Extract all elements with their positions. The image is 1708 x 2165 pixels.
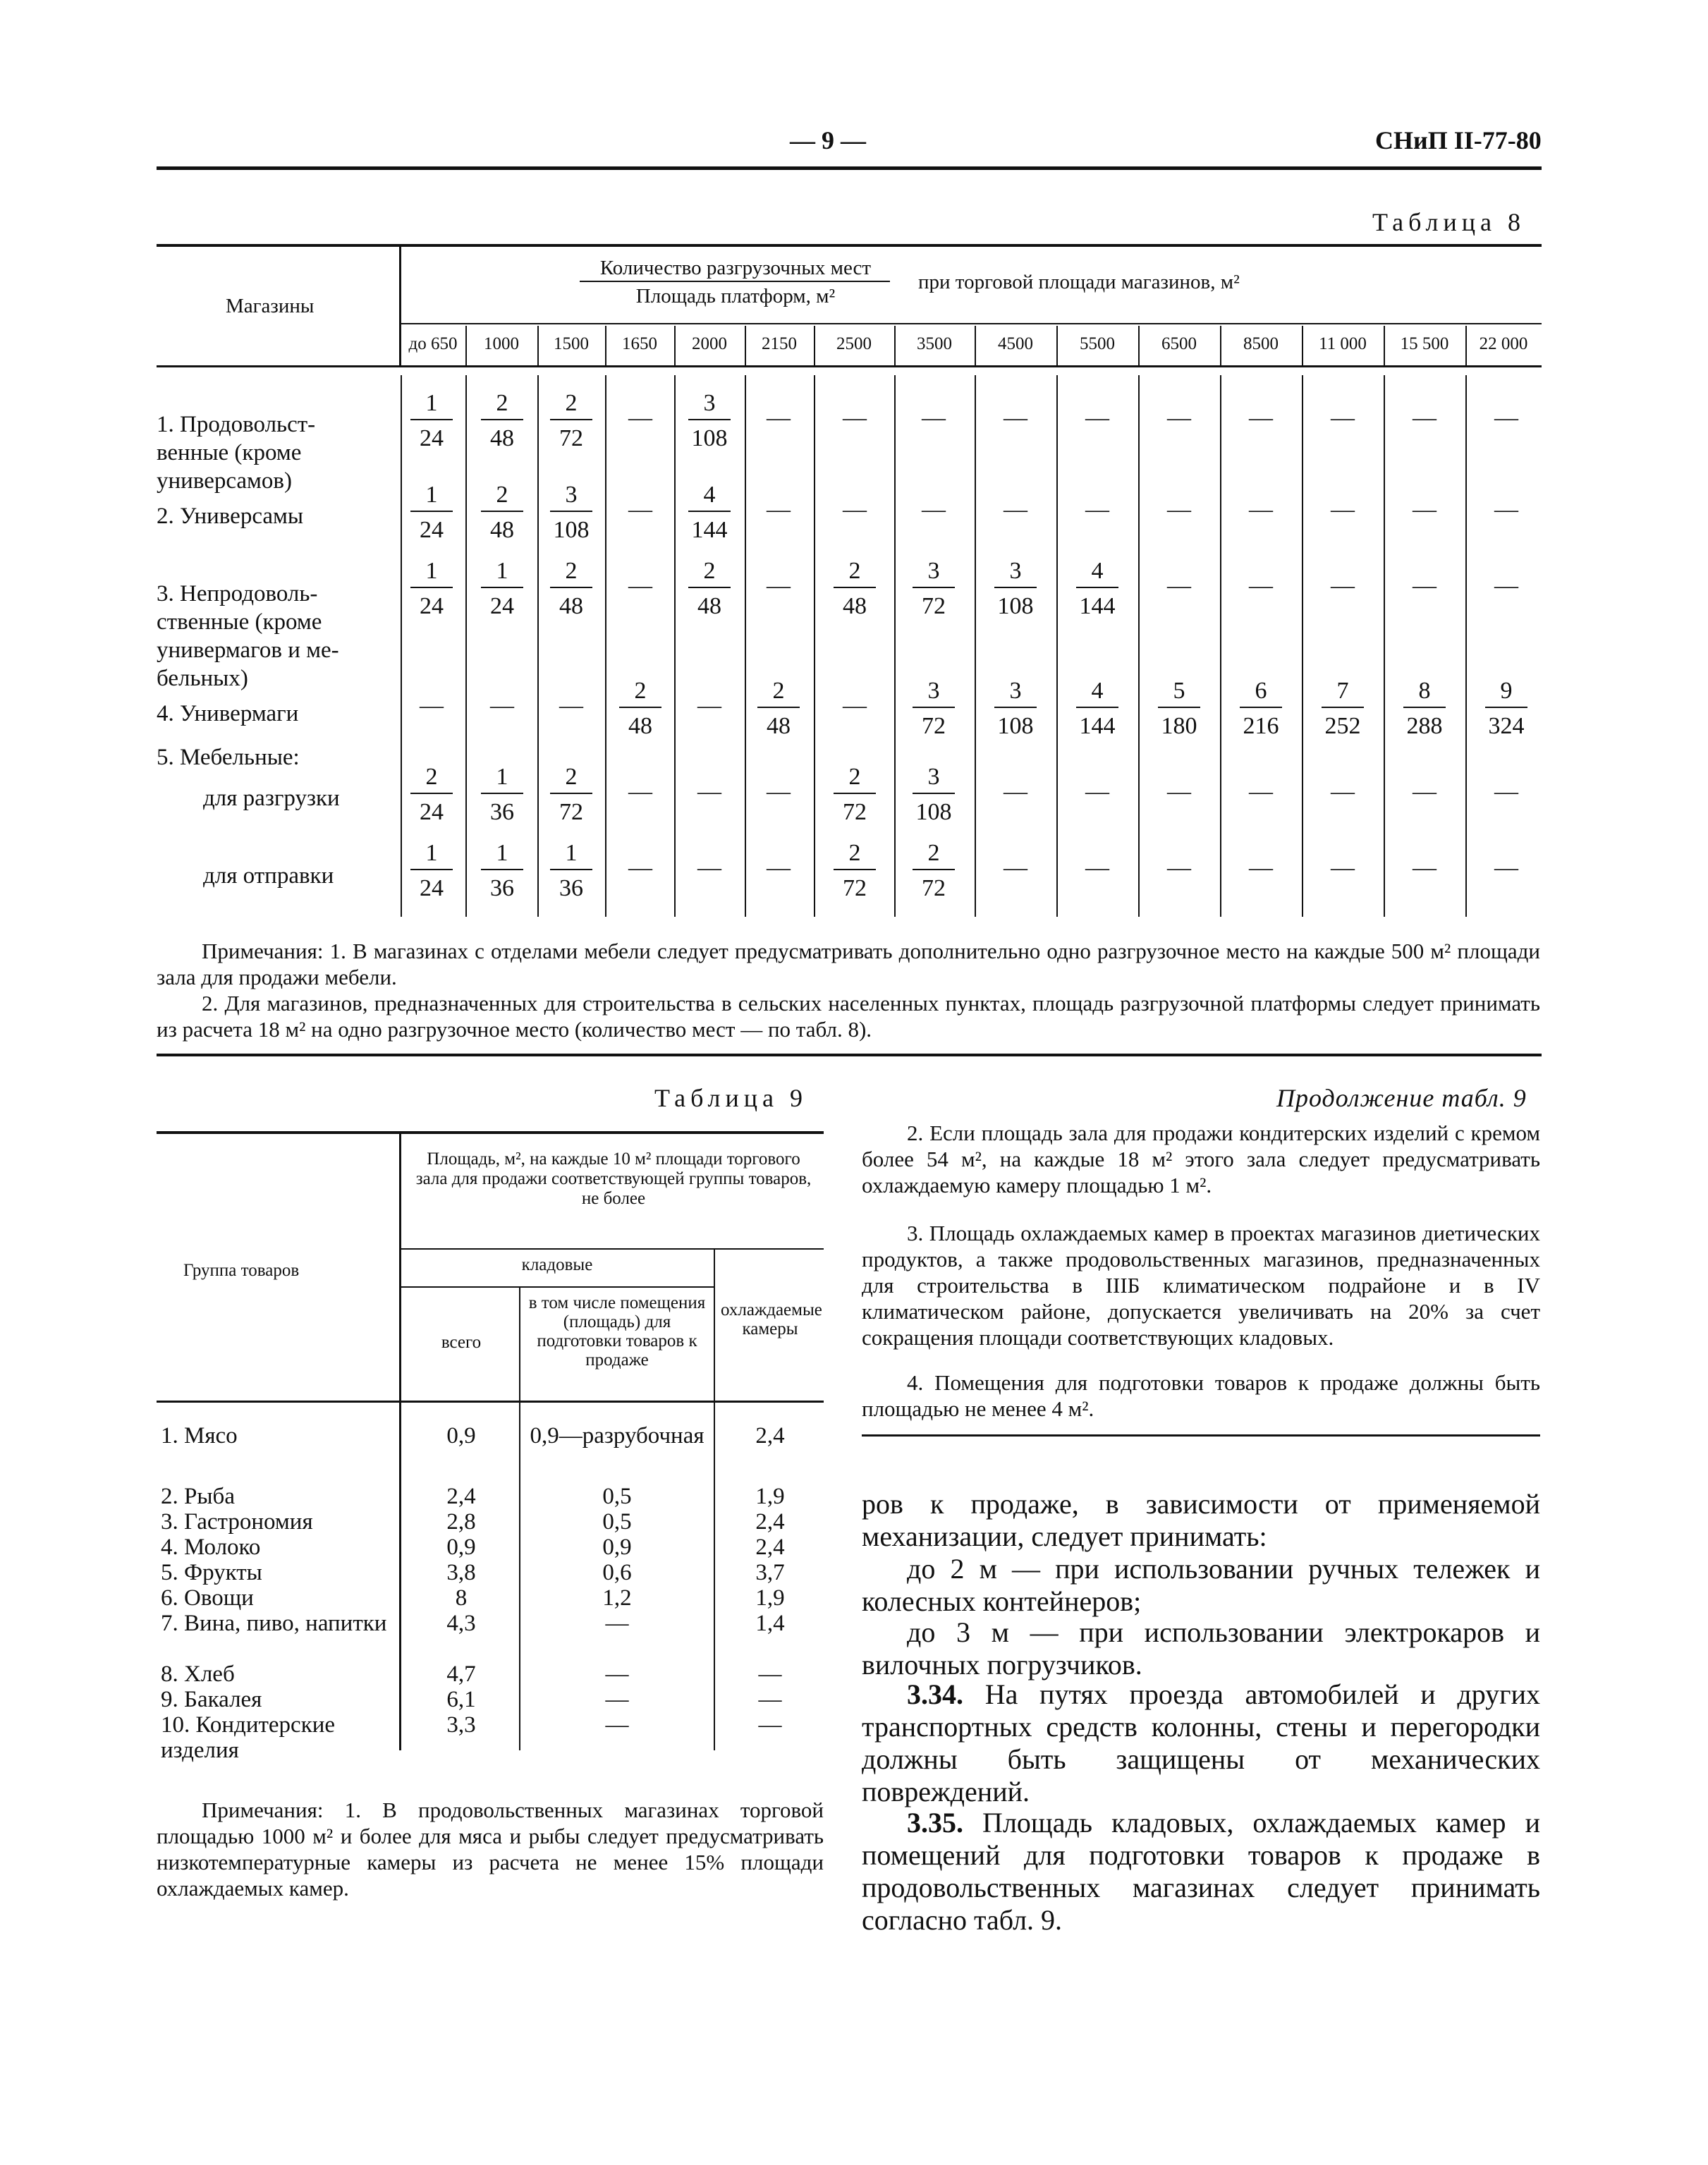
table8-cell-dash: — — [1413, 496, 1436, 523]
table8-cell-fraction — [474, 763, 530, 827]
table9-row-label: 9. Бакалея — [161, 1687, 262, 1712]
table9-total-col-rule — [519, 1288, 520, 1750]
table8-cell-dash: — — [1249, 573, 1273, 599]
table8-cell-fraction — [905, 557, 962, 621]
table8-cell-dash: — — [922, 496, 946, 523]
table9-continuation-caption: Продолжение табл. 9 — [1276, 1084, 1527, 1112]
header-rule — [157, 166, 1542, 170]
table8-body-column-rule — [745, 375, 746, 917]
fraction-numerator: 2 — [550, 557, 592, 588]
table8-cell-dash: — — [1085, 405, 1109, 431]
table8-cell-dash: — — [1249, 496, 1273, 523]
table9-row-cooled: 2,4 — [755, 1535, 785, 1560]
table8-cell-dash: — — [1004, 779, 1027, 805]
table8-cell-fraction — [681, 481, 738, 544]
table9-row-cooled: 1,9 — [755, 1585, 785, 1611]
table8-cell-dash: — — [1167, 496, 1191, 523]
table8-area-header: 8500 — [1243, 334, 1279, 353]
table8-cell-fraction — [543, 481, 599, 544]
document-code: СНиП II-77-80 — [1375, 126, 1542, 154]
table9-head-prep: в том числе помещения (площадь) для подготовки товаров к продаже — [528, 1293, 706, 1370]
table8-body-column-rule — [401, 375, 402, 917]
table8-cell-dash: — — [1167, 573, 1191, 599]
table8-cell-fraction — [905, 677, 962, 740]
fraction-denominator: 48 — [767, 713, 791, 739]
table8-body-column-rule — [1384, 375, 1385, 917]
table8-cell-fraction — [905, 839, 962, 903]
fraction-denominator: 180 — [1161, 713, 1197, 739]
table8-area-header: 2000 — [692, 334, 727, 353]
fraction-denominator: 108 — [915, 799, 952, 825]
table8-cell-dash: — — [420, 693, 444, 719]
table8-cell-fraction — [987, 677, 1044, 740]
fraction-denominator: 72 — [922, 875, 946, 901]
table8-cell-fraction — [1069, 677, 1126, 740]
fraction-denominator: 324 — [1488, 713, 1525, 739]
table8-cell-dash: — — [1494, 405, 1518, 431]
table8-body-column-rule — [1056, 375, 1058, 917]
table8-shops-col-rule — [399, 247, 401, 365]
fraction-numerator: 2 — [481, 481, 523, 512]
fraction-numerator: 1 — [410, 839, 453, 870]
table9-head-area: Площадь, м², на каждые 10 м² площади торгового зала для продажи соответствующей группы товаров, не более — [415, 1149, 812, 1208]
table9-storage-rule — [399, 1248, 824, 1250]
fraction-numerator: 3 — [994, 677, 1037, 708]
table8-cell-dash: — — [843, 693, 867, 719]
table8-head-top: Количество разгрузочных мест — [599, 257, 872, 279]
table8-cell-dash: — — [1167, 405, 1191, 431]
table8-area-header: 2150 — [762, 334, 797, 353]
fraction-numerator: 2 — [834, 839, 876, 870]
table8-body-column-rule — [1138, 375, 1140, 917]
table8-row-furniture-unload-label: для разгрузки — [203, 786, 340, 811]
table8-cell-dash: — — [1494, 779, 1518, 805]
fraction-numerator: 4 — [1076, 557, 1118, 588]
table8-head-right: при торговой площади магазинов, м² — [918, 271, 1240, 293]
table9-row-cooled: 3,7 — [755, 1560, 785, 1585]
table8-cell-dash: — — [1494, 855, 1518, 881]
table8-cell-dash: — — [1413, 779, 1436, 805]
table8-body-column-rule — [814, 375, 815, 917]
fraction-denominator: 48 — [490, 425, 514, 451]
fraction-denominator: 36 — [490, 799, 514, 825]
table9-row-total: 3,8 — [446, 1560, 476, 1585]
table8-cell-dash: — — [1167, 779, 1191, 805]
table9-row-cooled: 1,9 — [755, 1484, 785, 1509]
table9-note-1: Примечания: 1. В продовольственных магазинах торговой площадью 1000 м² и более для мяса и рыбы следует предусматривать низкотемпературные камеры из расчета не менее 15% площади охлаждаемых камер. — [157, 1798, 824, 1901]
table9-row-total: 8 — [455, 1585, 468, 1611]
fraction-numerator: 3 — [913, 557, 955, 588]
table8-cell-dash: — — [628, 405, 652, 431]
table9-top-rule — [157, 1131, 824, 1134]
fraction-numerator: 2 — [834, 557, 876, 588]
table8-cell-fraction — [1151, 677, 1207, 740]
fraction-denominator: 72 — [922, 593, 946, 619]
table8-cell-dash: — — [1331, 855, 1355, 881]
fraction-denominator: 72 — [559, 799, 583, 825]
fraction-denominator: 48 — [559, 593, 583, 619]
table8-cell-dash: — — [1249, 855, 1273, 881]
table9-row-label: 5. Фрукты — [161, 1560, 262, 1585]
table9-continuation-note-2: 2. Если площадь зала для продажи кондитерских изделий с кремом более 54 м², на каждые 18 м² этого зала следует предусматривать охлаждаемую камеру площадью 1 м². — [862, 1121, 1540, 1197]
table8-cell-dash: — — [697, 779, 721, 805]
table8-cell-dash: — — [1085, 855, 1109, 881]
table8-head-fraction-rule — [580, 281, 890, 282]
fraction-numerator: 5 — [1158, 677, 1200, 708]
fraction-numerator: 2 — [619, 677, 661, 708]
fraction-denominator: 108 — [553, 517, 590, 543]
table9-row-total: 0,9 — [446, 1535, 476, 1560]
fraction-numerator: 9 — [1485, 677, 1527, 708]
table8-body-column-rule — [674, 375, 676, 917]
table8-area-header: 4500 — [998, 334, 1033, 353]
table9-row-label: 3. Гастрономия — [161, 1509, 313, 1535]
table8-cell-dash: — — [1494, 496, 1518, 523]
table8-cell-fraction — [403, 763, 460, 827]
fraction-denominator: 48 — [628, 713, 652, 739]
table8-row-supermarket-label: 2. Универсамы — [157, 504, 304, 529]
table9-row-cooled: — — [758, 1661, 782, 1687]
table8-cell-dash: — — [1085, 496, 1109, 523]
table8-cell-fraction — [543, 389, 599, 453]
fraction-numerator: 3 — [994, 557, 1037, 588]
clause-number: 3.35. — [907, 1807, 963, 1838]
fraction-denominator: 48 — [697, 593, 721, 619]
table8-area-header: 5500 — [1080, 334, 1115, 353]
table8-top-rule — [157, 244, 1542, 247]
fraction-denominator: 144 — [1079, 593, 1116, 619]
fraction-numerator: 2 — [834, 763, 876, 794]
table8-area-header: 1000 — [484, 334, 519, 353]
table8-cell-fraction — [987, 557, 1044, 621]
table9-row-prep: 0,9—разрубочная — [530, 1423, 704, 1449]
right-column-rule — [862, 1434, 1540, 1437]
table8-row-furniture-label: 5. Мебельные: — [157, 745, 300, 770]
page-number: — 9 — — [790, 126, 866, 154]
table9-row-total: 2,4 — [446, 1484, 476, 1509]
fraction-numerator: 2 — [913, 839, 955, 870]
fraction-numerator: 8 — [1403, 677, 1446, 708]
table9-row-total: 4,3 — [446, 1611, 476, 1636]
fraction-denominator: 252 — [1324, 713, 1361, 739]
table8-cell-dash: — — [1413, 573, 1436, 599]
table8-cell-dash: — — [628, 855, 652, 881]
table8-note-2: 2. Для магазинов, предназначенных для строительства в сельских населенных пунктах, площадь разгрузочной платформы следует принимать из расчета 18 м² на одно разгрузочное место (количество мест — по табл. 8). — [157, 991, 1540, 1042]
table8-cell-dash: — — [628, 496, 652, 523]
table8-cell-fraction — [543, 839, 599, 903]
table8-cell-dash: — — [697, 693, 721, 719]
fraction-numerator: 1 — [410, 389, 453, 420]
table8-body-column-rule — [1302, 375, 1303, 917]
table8-body-column-rule — [1465, 375, 1467, 917]
fraction-denominator: 216 — [1243, 713, 1279, 739]
fraction-denominator: 48 — [490, 517, 514, 543]
table8-row-food-label: 1. Продовольст- венные (кроме универсамов) — [157, 412, 316, 494]
body-paragraph-1: ров к продаже, в зависимости от применяемой механизации, следует принимать: — [862, 1488, 1540, 1552]
table9-row-cooled: — — [758, 1687, 782, 1712]
fraction-numerator: 2 — [688, 557, 731, 588]
table9-row-label: 7. Вина, пиво, напитки — [161, 1611, 387, 1636]
table8-cell-fraction — [750, 677, 807, 740]
fraction-numerator: 1 — [481, 839, 523, 870]
fraction-denominator: 24 — [420, 425, 444, 451]
fraction-numerator: 4 — [688, 481, 731, 512]
fraction-numerator: 3 — [550, 481, 592, 512]
fraction-denominator: 72 — [559, 425, 583, 451]
table9-head-storage: кладовые — [521, 1255, 593, 1274]
table8-cell-dash: — — [1004, 855, 1027, 881]
fraction-numerator: 1 — [410, 557, 453, 588]
fraction-denominator: 48 — [843, 593, 867, 619]
table9-row-prep: — — [605, 1611, 629, 1636]
fraction-denominator: 72 — [922, 713, 946, 739]
table8-cell-fraction — [543, 557, 599, 621]
table8-cell-fraction — [403, 481, 460, 544]
table9-row-prep: 1,2 — [602, 1585, 632, 1611]
fraction-numerator: 2 — [550, 389, 592, 420]
table8-cell-fraction — [474, 839, 530, 903]
table8-cell-fraction — [1069, 557, 1126, 621]
table9-row-cooled: 2,4 — [755, 1509, 785, 1535]
table8-cell-dash: — — [767, 405, 791, 431]
table8-area-header: 11 000 — [1319, 334, 1367, 353]
fraction-denominator: 24 — [420, 593, 444, 619]
table9-row-prep: — — [605, 1687, 629, 1712]
table9-row-total: 3,3 — [446, 1712, 476, 1738]
table8-cell-dash: — — [559, 693, 583, 719]
fraction-numerator: 1 — [550, 839, 592, 870]
table9-head-total: всего — [441, 1333, 482, 1352]
table8-area-header: 1500 — [554, 334, 589, 353]
table9-row-prep: 0,5 — [602, 1509, 632, 1535]
table8-cell-dash: — — [1085, 779, 1109, 805]
table8-body-column-rule — [537, 375, 539, 917]
table9-row-label: 4. Молоко — [161, 1535, 261, 1560]
table8-cell-dash: — — [628, 573, 652, 599]
table8-cell-fraction — [1314, 677, 1371, 740]
fraction-denominator: 72 — [843, 875, 867, 901]
table8-cell-fraction — [826, 763, 883, 827]
table8-cell-dash: — — [1413, 855, 1436, 881]
table9-row-cooled: — — [758, 1712, 782, 1738]
table8-cell-dash: — — [1004, 496, 1027, 523]
table8-area-header: 15 500 — [1400, 334, 1449, 353]
fraction-denominator: 24 — [420, 875, 444, 901]
body-paragraph-3: до 3 м — при использовании электрокаров и вилочных погрузчиков. — [862, 1616, 1540, 1681]
table8-cell-fraction — [826, 557, 883, 621]
table8-row-department-label: 4. Универмаги — [157, 701, 299, 726]
table9-row-cooled: 2,4 — [755, 1423, 785, 1449]
table9-row-prep: 0,9 — [602, 1535, 632, 1560]
table9-row-cooled: 1,4 — [755, 1611, 785, 1636]
table8-cell-dash: — — [1004, 405, 1027, 431]
table9-row-label: 8. Хлеб — [161, 1661, 235, 1687]
table9-row-label: 1. Мясо — [161, 1423, 238, 1449]
table9-header-bottom-rule — [157, 1401, 824, 1403]
table9-row-total: 4,7 — [446, 1661, 476, 1687]
table8-body-column-rule — [894, 375, 896, 917]
table8-body-column-rule — [1220, 375, 1221, 917]
table8-cell-dash: — — [1167, 855, 1191, 881]
fraction-denominator: 288 — [1406, 713, 1443, 739]
table8-cell-dash: — — [1413, 405, 1436, 431]
table9-caption: Таблица 9 — [654, 1084, 807, 1112]
body-paragraph-3-35: 3.35. Площадь кладовых, охлаждаемых камер и помещений для подготовки товаров к продаже в продовольственных магазинах следует принимать согласно табл. 9. — [862, 1807, 1540, 1936]
fraction-numerator: 6 — [1240, 677, 1282, 708]
table8-cell-dash: — — [628, 779, 652, 805]
table8-cell-dash: — — [767, 855, 791, 881]
fraction-numerator: 3 — [913, 763, 955, 794]
table8-cell-fraction — [681, 389, 738, 453]
table8-note-1: Примечания: 1. В магазинах с отделами мебели следует предусматривать дополнительно одно разгрузочное место на каждые 500 м² площади зала для продажи мебели. — [157, 939, 1540, 989]
table9-row-prep: — — [605, 1661, 629, 1687]
table8-col-shops: Магазины — [226, 295, 315, 317]
table9-row-prep: 0,6 — [602, 1560, 632, 1585]
table9-row-prep: — — [605, 1712, 629, 1738]
table8-cell-fraction — [612, 677, 669, 740]
fraction-numerator: 2 — [481, 389, 523, 420]
fraction-denominator: 24 — [420, 799, 444, 825]
table8-cell-dash: — — [922, 405, 946, 431]
table9-row-total: 2,8 — [446, 1509, 476, 1535]
table8-body-column-rule — [605, 375, 606, 917]
table8-cell-dash: — — [1494, 573, 1518, 599]
table8-cell-dash: — — [767, 496, 791, 523]
table8-cell-dash: — — [1331, 405, 1355, 431]
table8-bottom-rule — [157, 1054, 1542, 1056]
table8-cell-fraction — [1396, 677, 1453, 740]
fraction-denominator: 108 — [997, 593, 1034, 619]
table9-sub-rule — [401, 1286, 714, 1288]
table8-cell-fraction — [826, 839, 883, 903]
fraction-denominator: 72 — [843, 799, 867, 825]
table8-header-mid-rule — [401, 323, 1542, 324]
table8-area-header: 3500 — [917, 334, 952, 353]
table8-cell-dash: — — [1249, 779, 1273, 805]
table8-area-header: 2500 — [836, 334, 872, 353]
table8-caption: Таблица 8 — [1372, 208, 1525, 236]
fraction-denominator: 144 — [691, 517, 728, 543]
table9-row-prep: 0,5 — [602, 1484, 632, 1509]
fraction-numerator: 3 — [913, 677, 955, 708]
fraction-numerator: 7 — [1322, 677, 1364, 708]
table8-cell-fraction — [905, 763, 962, 827]
table8-cell-dash: — — [1331, 779, 1355, 805]
table8-cell-dash: — — [1331, 496, 1355, 523]
fraction-numerator: 1 — [481, 557, 523, 588]
table8-area-header: 22 000 — [1479, 334, 1528, 353]
table8-cell-fraction — [681, 557, 738, 621]
table8-cell-fraction — [1478, 677, 1535, 740]
table9-group-col-rule — [399, 1133, 401, 1750]
table8-cell-fraction — [403, 557, 460, 621]
fraction-denominator: 144 — [1079, 713, 1116, 739]
fraction-denominator: 108 — [691, 425, 728, 451]
fraction-numerator: 3 — [688, 389, 731, 420]
fraction-numerator: 1 — [410, 481, 453, 512]
table9-head-cooled: охлаждаемые камеры — [721, 1300, 822, 1338]
fraction-denominator: 108 — [997, 713, 1034, 739]
fraction-numerator: 4 — [1076, 677, 1118, 708]
table8-head-bottom: Площадь платформ, м² — [635, 285, 836, 307]
table9-col-group: Группа товаров — [183, 1261, 300, 1280]
fraction-denominator: 36 — [559, 875, 583, 901]
fraction-numerator: 2 — [757, 677, 800, 708]
table9-row-total: 0,9 — [446, 1423, 476, 1449]
table8-area-header: до 650 — [408, 334, 458, 353]
table8-header-bottom-rule — [157, 365, 1542, 367]
table8-area-header: 6500 — [1161, 334, 1197, 353]
table8-cell-dash: — — [767, 779, 791, 805]
table8-cell-fraction — [1233, 677, 1289, 740]
fraction-denominator: 36 — [490, 875, 514, 901]
table8-cell-fraction — [403, 839, 460, 903]
table8-cell-fraction — [543, 763, 599, 827]
table8-body-column-rule — [975, 375, 976, 917]
table8-row-nonfood-label: 3. Непродоволь- ственные (кроме универмагов и ме- бельных) — [157, 581, 339, 691]
table8-cell-dash: — — [767, 573, 791, 599]
table8-body-column-rule — [465, 375, 467, 917]
table8-cell-dash: — — [1331, 573, 1355, 599]
table8-area-header: 1650 — [622, 334, 657, 353]
fraction-numerator: 2 — [410, 763, 453, 794]
table8-cell-dash: — — [843, 405, 867, 431]
table8-cell-fraction — [474, 389, 530, 453]
fraction-denominator: 24 — [420, 517, 444, 543]
body-paragraph-2: до 2 м — при использовании ручных тележек и колесных контейнеров; — [862, 1553, 1540, 1617]
table8-cell-dash: — — [1249, 405, 1273, 431]
table8-cell-fraction — [403, 389, 460, 453]
fraction-numerator: 2 — [550, 763, 592, 794]
body-paragraph-3-34: 3.34. На путях проезда автомобилей и других транспортных средств колонны, стены и перегородки должны быть защищены от механических повреждений. — [862, 1678, 1540, 1807]
table8-cell-fraction — [474, 557, 530, 621]
table9-continuation-note-3: 3. Площадь охлаждаемых камер в проектах магазинов диетических продуктов, а также продовольственных магазинов, предназначенных для строительства в IIIБ климатическом подрайоне и в IV климатическом районе, допускается увеличивать на 20% за счет сокращения площади соответствующих кладовых. — [862, 1221, 1540, 1350]
table8-cell-fraction — [474, 481, 530, 544]
fraction-numerator: 1 — [481, 763, 523, 794]
table8-cell-dash: — — [843, 496, 867, 523]
table8-row-furniture-ship-label: для отправки — [203, 863, 334, 889]
fraction-denominator: 24 — [490, 593, 514, 619]
table9-prep-col-rule — [714, 1250, 715, 1750]
table9-continuation-note-4: 4. Помещения для подготовки товаров к продаже должны быть площадью не менее 4 м². — [862, 1370, 1540, 1421]
table8-cell-dash: — — [697, 855, 721, 881]
table9-row-label: 10. Кондитерские изделия — [161, 1712, 336, 1763]
table9-row-label: 2. Рыба — [161, 1484, 235, 1509]
table8-cell-dash: — — [490, 693, 514, 719]
table9-row-label: 6. Овощи — [161, 1585, 254, 1611]
clause-number: 3.34. — [907, 1678, 963, 1710]
table9-row-total: 6,1 — [446, 1687, 476, 1712]
